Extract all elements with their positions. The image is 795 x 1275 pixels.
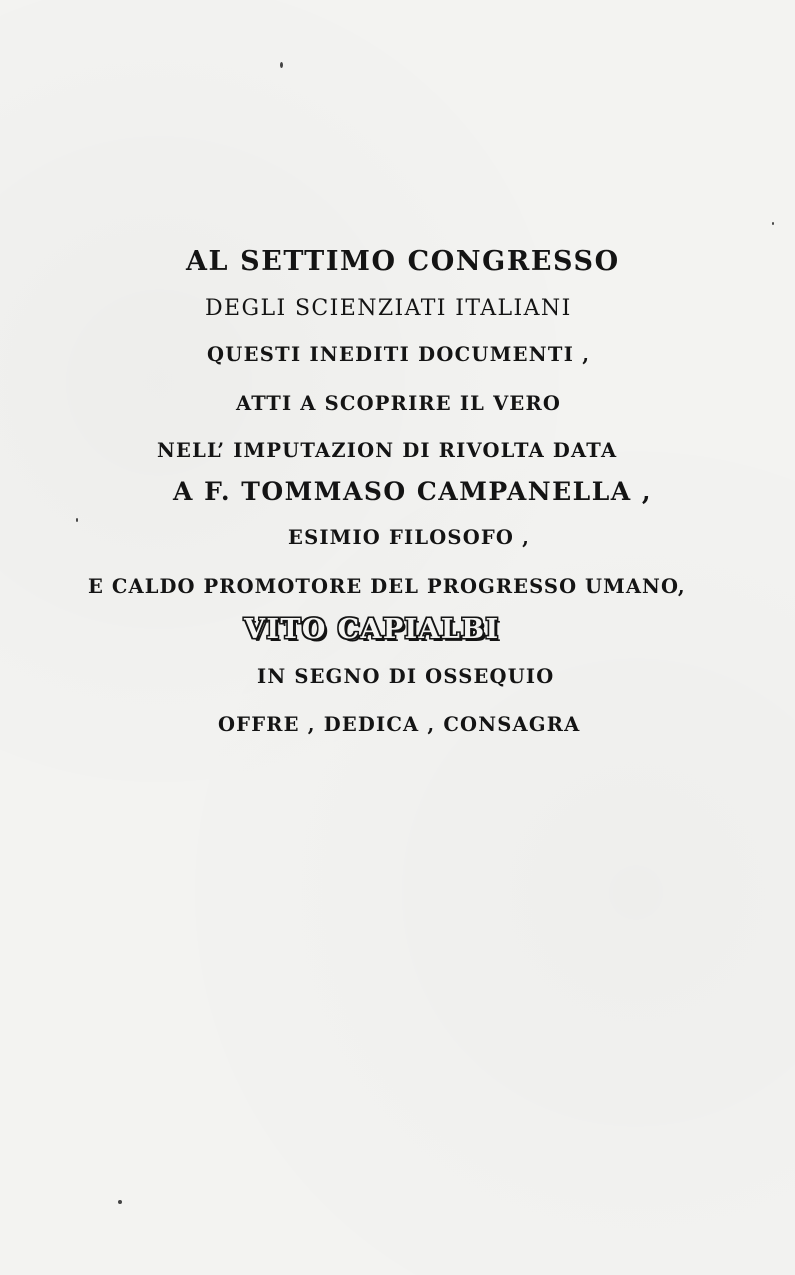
dedication-heading: AL SETTIMO CONGRESSO xyxy=(186,246,620,277)
dedication-line: DEGLI SCIENZIATI ITALIANI xyxy=(205,296,572,321)
dedication-line: E CALDO PROMOTORE DEL PROGRESSO UMANO, xyxy=(88,575,686,598)
dedication-subject-name: A F. TOMMASO CAMPANELLA , xyxy=(173,477,653,506)
dedication-line: IN SEGNO DI OSSEQUIO xyxy=(257,665,555,688)
paper-speck xyxy=(118,1200,122,1204)
paper-speck xyxy=(76,518,78,522)
dedication-line: ATTI A SCOPRIRE IL VERO xyxy=(236,392,562,415)
dedication-line: OFFRE , DEDICA , CONSAGRA xyxy=(218,713,581,736)
dedication-line: QUESTI INEDITI DOCUMENTI , xyxy=(207,343,591,366)
paper-speck xyxy=(280,62,283,68)
author-name: VITO CAPIALBI xyxy=(244,614,500,645)
paper-speck xyxy=(772,222,774,225)
dedication-line: NELL’ IMPUTAZION DI RIVOLTA DATA xyxy=(157,439,618,462)
dedication-line: ESIMIO FILOSOFO , xyxy=(288,526,531,549)
